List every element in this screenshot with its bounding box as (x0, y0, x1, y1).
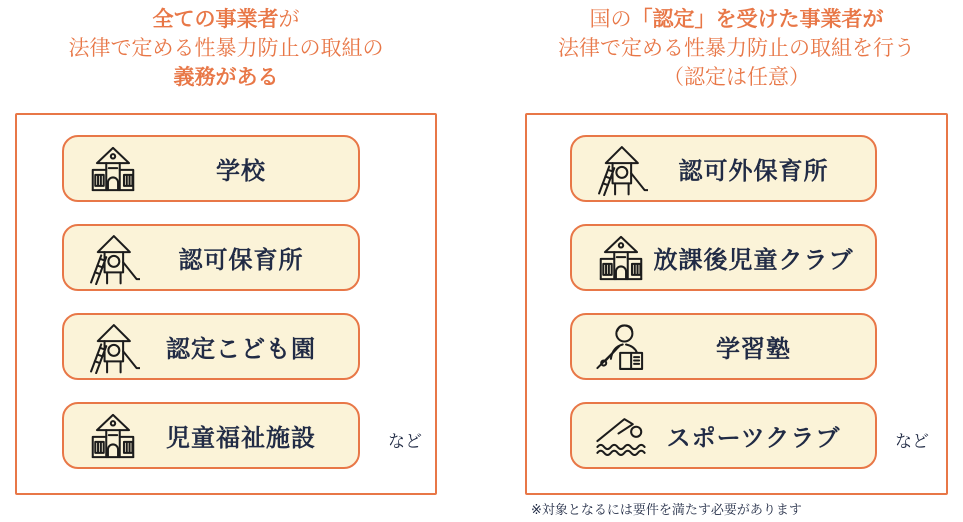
header-line: 法律で定める性暴力防止の取組を行う (558, 36, 915, 60)
facility-box (62, 313, 360, 380)
school-icon (86, 142, 140, 196)
facility-box (570, 135, 877, 202)
facility-box (570, 313, 877, 380)
school-icon (594, 231, 648, 285)
facility-box (62, 402, 360, 469)
header-emphasis: 「認定」を受けた事業者が (631, 8, 884, 31)
facility-label: スポーツクラブ (666, 425, 841, 452)
facility-label: 認可外保育所 (678, 158, 829, 185)
swimmer-icon (594, 409, 648, 463)
facility-label: 認定こども園 (166, 336, 316, 363)
header-emphasis: 全ての事業者 (152, 8, 279, 31)
header-emphasis: 義務がある (173, 65, 279, 89)
header-line: 全ての事業者が (152, 8, 300, 31)
etc-label: など (895, 432, 929, 451)
etc-label: など (388, 432, 422, 451)
facility-box (62, 224, 360, 291)
facility-label: 学習塾 (716, 336, 791, 363)
left-panel-header (15, 6, 437, 93)
facility-label: 放課後児童クラブ (653, 247, 854, 274)
right-panel-header (525, 6, 948, 93)
header-line: 国の「認定」を受けた事業者が (589, 8, 884, 31)
playground-icon (86, 320, 140, 374)
header-line (15, 64, 437, 93)
school-icon (86, 409, 140, 463)
certified-businesses-panel (525, 113, 948, 495)
facility-label: 学校 (216, 158, 266, 185)
playground-icon (594, 142, 648, 196)
header-line: 法律で定める性暴力防止の取組の (68, 36, 384, 60)
facility-label: 児童福祉施設 (166, 425, 316, 452)
teacher-icon (594, 320, 648, 374)
playground-icon (86, 231, 140, 285)
eligibility-footnote: ※対象となるには要件を満たす必要があります (531, 502, 802, 517)
facility-label: 認可保育所 (178, 247, 304, 274)
facility-box (570, 224, 877, 291)
header-line: （認定は任意） (663, 65, 810, 89)
facility-box (570, 402, 877, 469)
facility-box (62, 135, 360, 202)
obligated-businesses-panel (15, 113, 437, 495)
